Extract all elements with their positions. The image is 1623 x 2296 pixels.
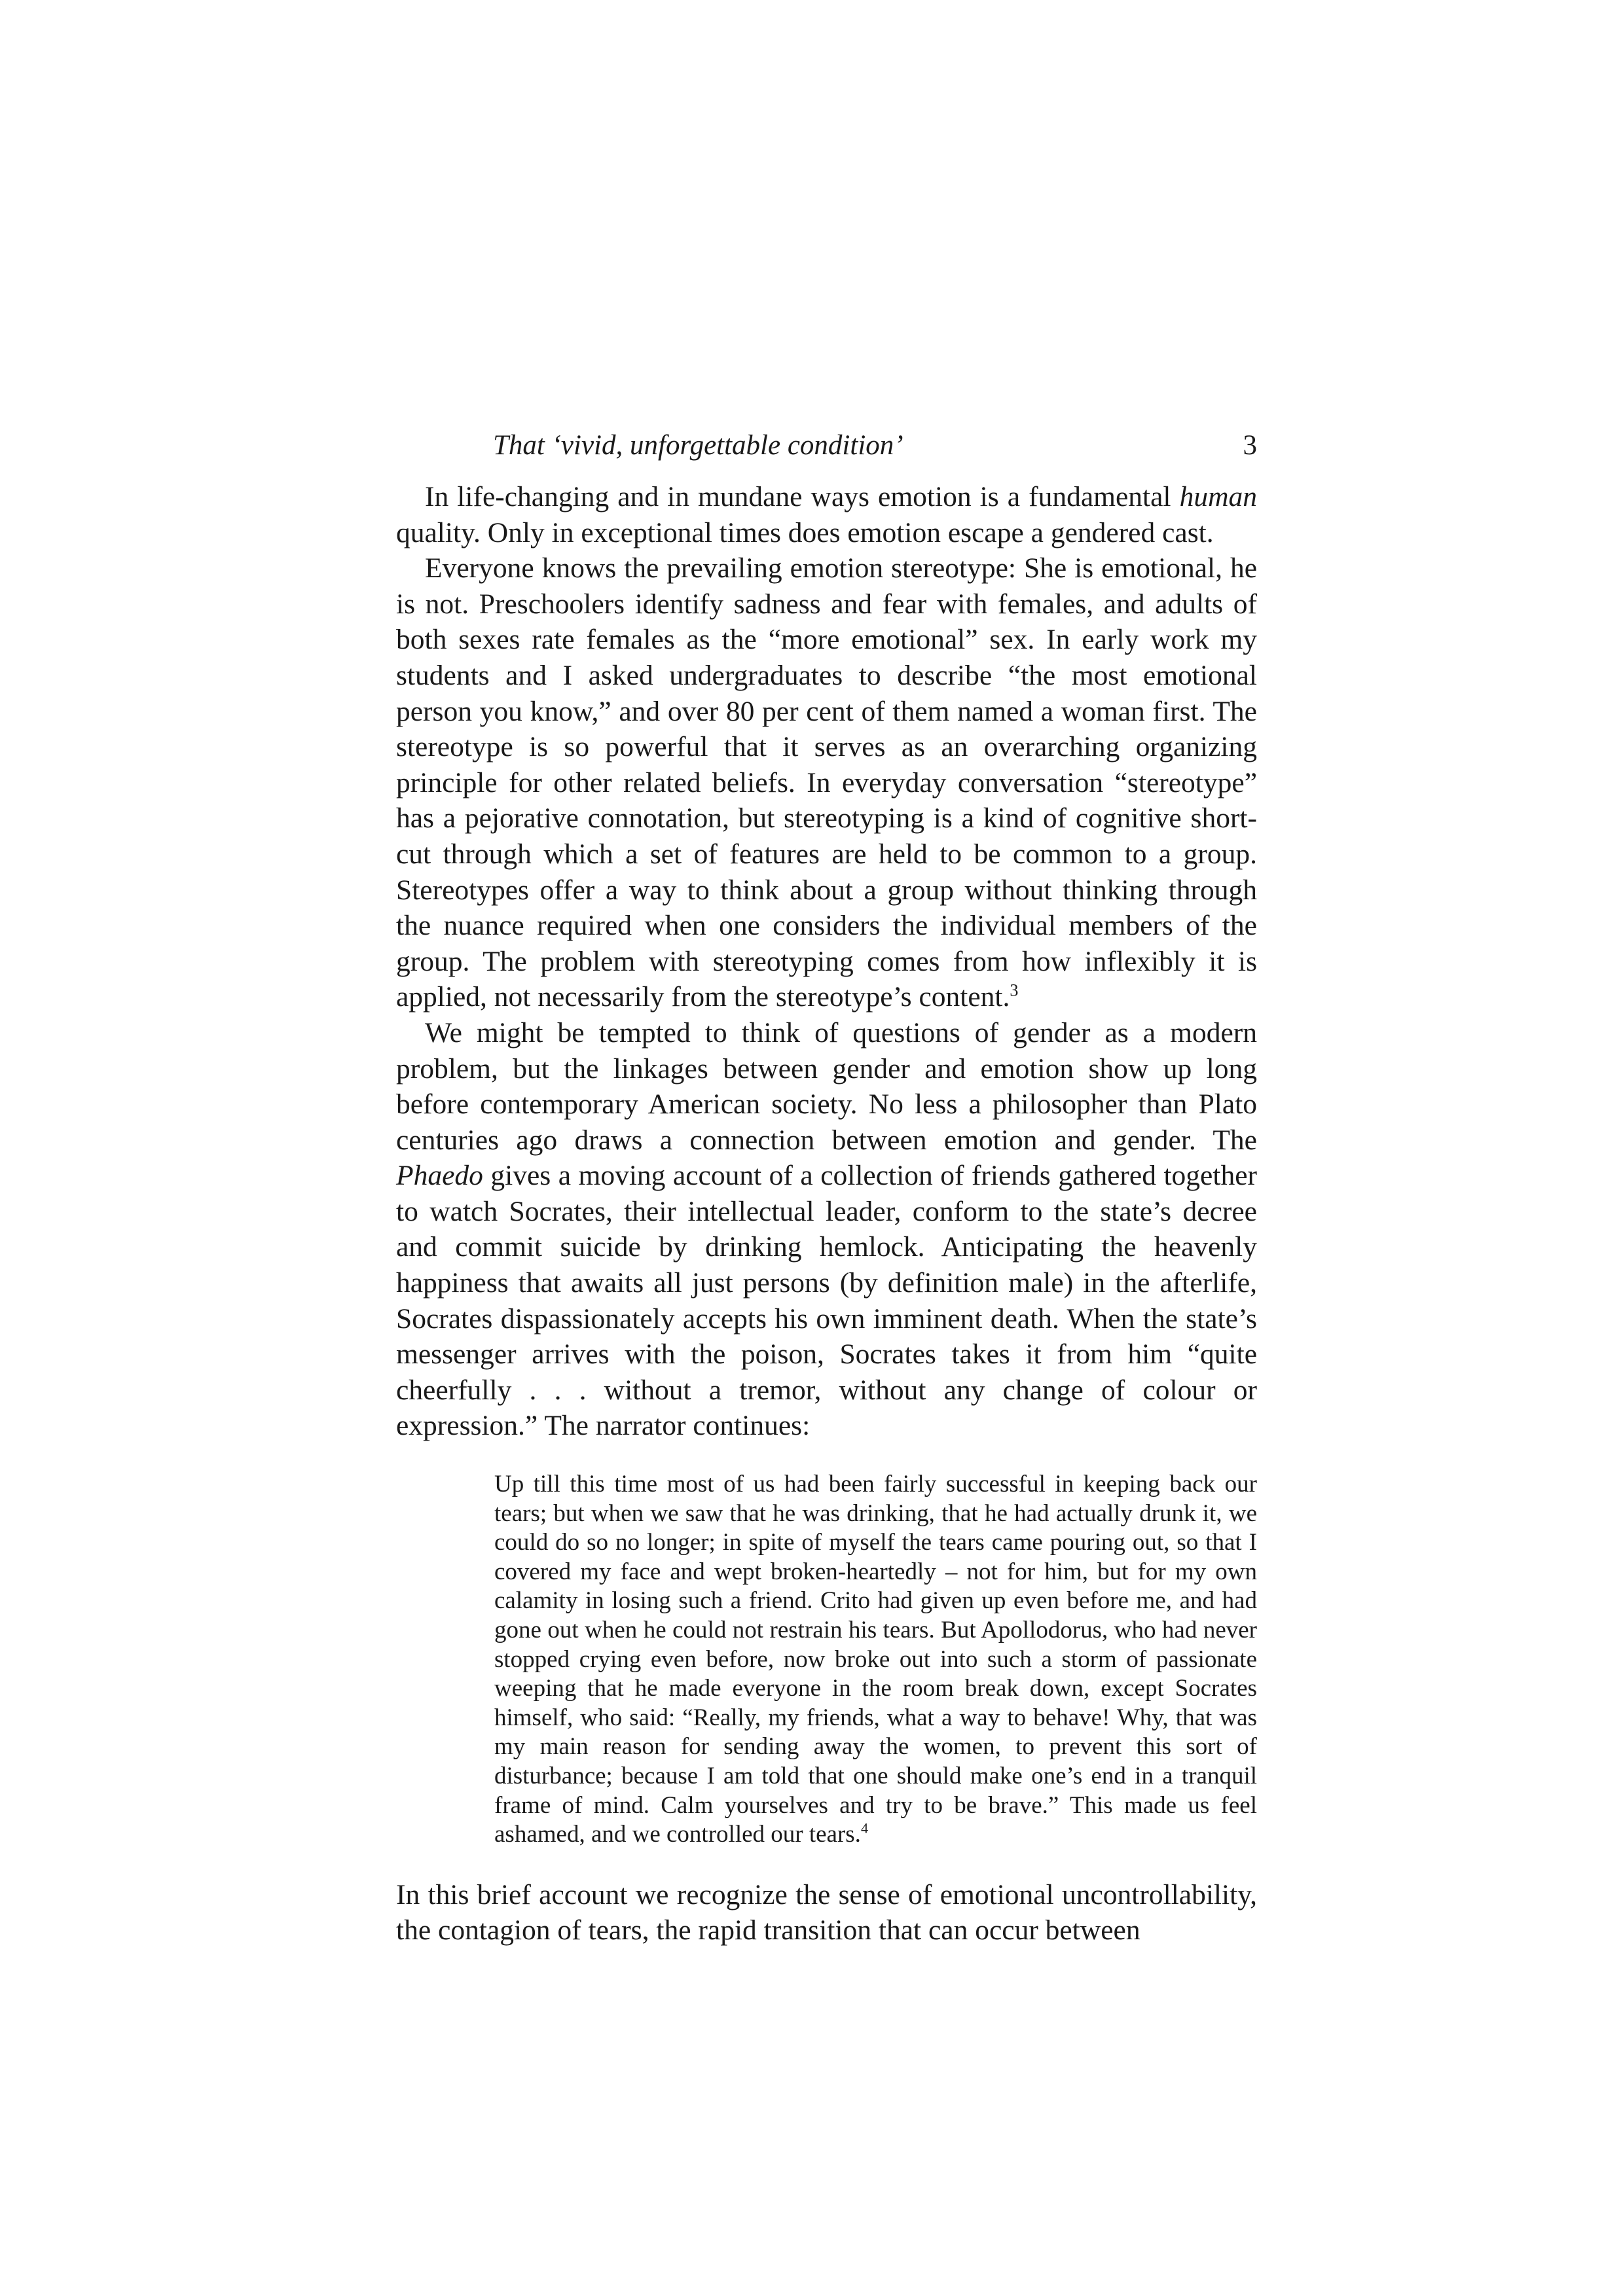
book-page — [396, 425, 1257, 1948]
paragraph-2 — [396, 550, 1257, 1015]
paragraph-1-start: In life-changing and in mundane ways emotion is a fundamental — [425, 481, 1180, 512]
block-quote — [494, 1470, 1257, 1850]
paragraph-3-start: We might be tempted to think of questions of gender as a modern problem, but the linkages between gender and emotion show up long before contemporary American society. No less a philosopher than Plato centuries ago draws a connection between emotion and gender. The — [396, 1016, 1257, 1156]
paragraph-3-end: gives a moving account of a collection of friends gathered together to watch Socrates, their intellectual leader, conform to the state’s decree and commit suicide by drinking hemlock. Anticipating the heavenly happiness that awaits all just persons (by definition male) in the afterlife, Socrates dispassionately accepts his own imminent death. When the state’s messenger arrives with the poison, Socrates takes it from him “quite cheerfully . . . without a tremor, without any change of colour or expression.” The narrator continues: — [396, 1160, 1257, 1442]
paragraph-4 — [396, 1877, 1257, 1948]
running-head — [396, 425, 1257, 466]
page-number: 3 — [1243, 430, 1257, 461]
footnote-marker-3: 3 — [1010, 980, 1019, 1000]
paragraph-3-emphasis: Phaedo — [396, 1160, 483, 1192]
body-text — [396, 479, 1257, 1948]
paragraph-1-emphasis: human — [1179, 481, 1257, 512]
paragraph-4-text: In this brief account we recognize the sense of emotional uncontrollability, the contagion of tears, the rapid transition that can occur between — [396, 1878, 1257, 1946]
footnote-marker-4: 4 — [860, 1820, 869, 1837]
paragraph-1-end: quality. Only in exceptional times does emotion escape a gendered cast. — [396, 516, 1214, 548]
paragraph-1 — [396, 479, 1257, 550]
paragraph-2-text: Everyone knows the prevailing emotion stereotype: She is emotional, he is not. Preschoolers identify sadness and fear with females, and adults of both sexes rate females as the “more emotional” sex. In early work my students and I asked undergraduates to describe “the most emotional person you know,” and over 80 per cent of them named a woman first. The stereotype is so powerful that it serves as an overarching organizing principle for other related beliefs. In everyday conversation “stereotype” has a pejorative connotation, but stereotyping is a kind of cognitive short-cut through which a set of features are held to be common to a group. Stereotypes offer a way to think about a group without thinking through the nuance required when one considers the individual members of the group. The problem with stereotyping comes from how inflexibly it is applied, not necessarily from the stereotype’s content. — [396, 552, 1257, 1013]
block-quote-text: Up till this time most of us had been fairly successful in keeping back our tears; but when we saw that he was drinking, that he had actually drunk it, we could do so no longer; in spite of myself the tears came pouring out, so that I covered my face and wept broken-heartedly – not for him, but for my own calamity in losing such a friend. Crito had given up even before me, and had gone out when he could not restrain his tears. But Apollodorus, who had never stopped crying even before, now broke out into such a storm of passionate weeping that he made everyone in the room break down, except Socrates himself, who said: “Really, my friends, what a way to behave! Why, that was my main reason for sending away the women, to prevent this sort of disturbance; because I am told that one should make one’s end in a tranquil frame of mind. Calm yourselves and try to be brave.” This made us feel ashamed, and we controlled our tears. — [494, 1471, 1257, 1848]
running-title: That ‘vivid, unforgettable condition’ — [493, 430, 903, 461]
paragraph-3 — [396, 1015, 1257, 1444]
